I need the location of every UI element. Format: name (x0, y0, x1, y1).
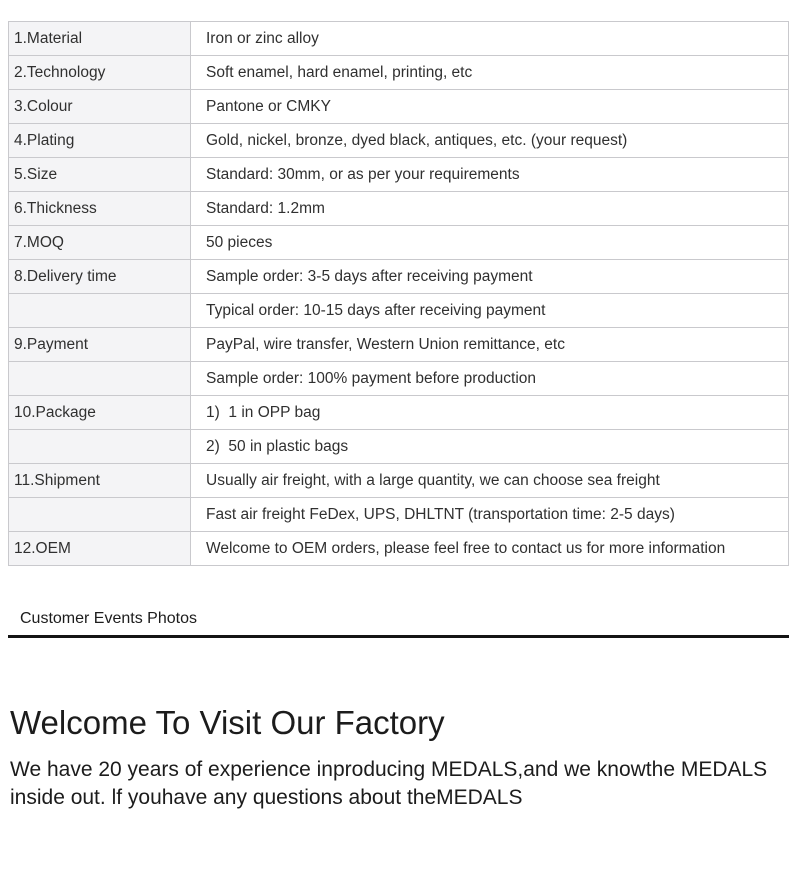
spec-value-cell: Soft enamel, hard enamel, printing, etc (191, 56, 789, 90)
table-row (9, 498, 789, 532)
spec-value-cell: Sample order: 3-5 days after receiving payment (191, 260, 789, 294)
table-row (9, 430, 789, 464)
section-divider-line (8, 635, 789, 638)
table-row (9, 56, 789, 90)
spec-value-cell: Iron or zinc alloy (191, 22, 789, 56)
spec-label-cell: 10.Package (9, 396, 191, 430)
table-row (9, 328, 789, 362)
spec-label-cell: 3.Colour (9, 90, 191, 124)
spec-value-cell: Typical order: 10-15 days after receiving payment (191, 294, 789, 328)
table-row (9, 124, 789, 158)
factory-description: We have 20 years of experience inproducing MEDALS,and we knowthe MEDALS inside out. lf youhave any questions about theMEDALS (10, 758, 768, 809)
table-row (9, 396, 789, 430)
spec-label-cell (9, 498, 191, 532)
spec-label-cell: 5.Size (9, 158, 191, 192)
spec-label-cell: 7.MOQ (9, 226, 191, 260)
spec-value-cell: Fast air freight FeDex, UPS, DHLTNT (transportation time: 2-5 days) (191, 498, 789, 532)
spec-value-cell: Welcome to OEM orders, please feel free to contact us for more information (191, 532, 789, 566)
spec-label-cell: 6.Thickness (9, 192, 191, 226)
spec-label-cell: 9.Payment (9, 328, 191, 362)
spec-value-cell: Usually air freight, with a large quantity, we can choose sea freight (191, 464, 789, 498)
table-row (9, 532, 789, 566)
spec-value-cell: Gold, nickel, bronze, dyed black, antiques, etc. (your request) (191, 124, 789, 158)
spec-label-cell (9, 294, 191, 328)
spec-label-cell: 4.Plating (9, 124, 191, 158)
table-row (9, 294, 789, 328)
spec-label-cell: 12.OEM (9, 532, 191, 566)
spec-value-cell: 1) 1 in OPP bag (191, 396, 789, 430)
spec-value-cell: Standard: 30mm, or as per your requirements (191, 158, 789, 192)
table-row (9, 90, 789, 124)
spec-label-cell (9, 430, 191, 464)
spec-value-cell: 2) 50 in plastic bags (191, 430, 789, 464)
table-row (9, 362, 789, 396)
factory-heading: Welcome To Visit Our Factory (10, 704, 445, 741)
spec-label-cell (9, 362, 191, 396)
spec-label-cell: 11.Shipment (9, 464, 191, 498)
customer-events-section-title: Customer Events Photos (20, 610, 197, 627)
table-row (9, 22, 789, 56)
product-spec-table-body (9, 22, 789, 566)
spec-value-cell: 50 pieces (191, 226, 789, 260)
table-row (9, 464, 789, 498)
spec-label-cell: 8.Delivery time (9, 260, 191, 294)
spec-value-cell: Sample order: 100% payment before production (191, 362, 789, 396)
spec-value-cell: Standard: 1.2mm (191, 192, 789, 226)
spec-label-cell: 2.Technology (9, 56, 191, 90)
spec-label-cell: 1.Material (9, 22, 191, 56)
table-row (9, 260, 789, 294)
table-row (9, 192, 789, 226)
spec-value-cell: Pantone or CMKY (191, 90, 789, 124)
spec-value-cell: PayPal, wire transfer, Western Union remittance, etc (191, 328, 789, 362)
table-row (9, 158, 789, 192)
product-spec-table (8, 21, 789, 566)
table-row (9, 226, 789, 260)
